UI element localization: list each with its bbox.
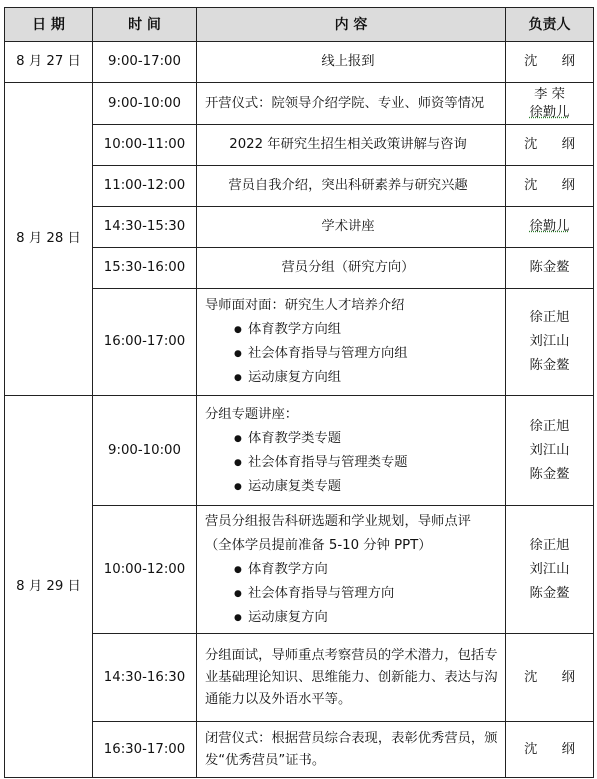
owner-cell: [506, 722, 594, 778]
time-cell: 15:30-16:00: [93, 248, 197, 289]
owner-name: 刘江山: [529, 442, 570, 458]
header-owner: 负责人: [506, 8, 594, 42]
owner-cell: [506, 42, 594, 83]
owner-cell: [506, 83, 594, 125]
list-item: ● 体育教学方向组: [205, 318, 499, 342]
owner-name: 沈 纲: [524, 741, 585, 757]
date-cell: 8 月 27 日: [5, 42, 93, 83]
time-cell: 9:00-10:00: [93, 396, 197, 506]
content-cell: 开营仪式：院领导介绍学院、专业、师资等情况: [197, 83, 506, 125]
time-cell: 14:30-16:30: [93, 634, 197, 722]
owner-name: 徐正旭: [529, 418, 570, 434]
table-row: [5, 125, 594, 166]
bullet-list: [205, 427, 499, 499]
owner-name: 陈金鳌: [529, 358, 570, 373]
owner-name: 刘江山: [529, 561, 570, 577]
header-date: 日 期: [5, 8, 93, 42]
date-cell: 8 月 28 日: [5, 83, 93, 396]
table-row: [5, 248, 594, 289]
table-row: [5, 634, 594, 722]
content-cell: 闭营仪式：根据营员综合表现，表彰优秀营员，颁发“优秀营员”证书。: [197, 722, 506, 778]
content-cell: 营员自我介绍，突出科研素养与研究兴趣: [197, 166, 506, 207]
time-cell: 16:00-17:00: [93, 289, 197, 396]
bullet-list: [205, 558, 499, 630]
content-cell: [197, 289, 506, 396]
content-note: （全体学员提前准备 5-10 分钟 PPT）: [205, 537, 432, 553]
owner-name: 沈 纲: [524, 54, 585, 69]
list-item: ● 社会体育指导与管理类专题: [205, 451, 499, 475]
time-cell: 9:00-17:00: [93, 42, 197, 83]
owner-cell: [506, 634, 594, 722]
content-cell: [197, 506, 506, 634]
owner-name: 徐勤儿: [529, 104, 570, 120]
time-cell: 9:00-10:00: [93, 83, 197, 125]
time-cell: 10:00-11:00: [93, 125, 197, 166]
content-cell: 2022 年研究生招生相关政策讲解与咨询: [197, 125, 506, 166]
table-row: [5, 722, 594, 778]
header-time: 时 间: [93, 8, 197, 42]
content-cell: [197, 396, 506, 506]
list-item: ● 社会体育指导与管理方向: [205, 582, 499, 606]
content-cell: 学术讲座: [197, 207, 506, 248]
owner-name: 陈金鳌: [529, 585, 570, 601]
time-cell: 14:30-15:30: [93, 207, 197, 248]
owner-cell: [506, 166, 594, 207]
owner-name: 沈 纲: [524, 178, 585, 193]
content-text: 营员分组报告科研选题和学业规划，导师点评: [205, 513, 471, 529]
schedule-table: [4, 7, 594, 778]
owner-name: 沈 纲: [524, 669, 585, 685]
table-row: [5, 42, 594, 83]
table-row: [5, 396, 594, 506]
header-content: 内 容: [197, 8, 506, 42]
table-row: [5, 166, 594, 207]
date-cell: 8 月 29 日: [5, 396, 93, 778]
content-cell: 营员分组（研究方向）: [197, 248, 506, 289]
owner-cell: 陈金鳌: [506, 248, 594, 289]
owner-name: 陈金鳌: [529, 466, 570, 482]
owner-cell: [506, 506, 594, 634]
table-row: [5, 506, 594, 634]
list-item: ● 体育教学类专题: [205, 427, 499, 451]
owner-cell: [506, 125, 594, 166]
content-cell: 线上报到: [197, 42, 506, 83]
table-row: [5, 289, 594, 396]
owner-cell: [506, 207, 594, 248]
time-cell: 16:30-17:00: [93, 722, 197, 778]
content-text: 导师面对面：研究生人才培养介绍: [205, 298, 405, 313]
table-row: [5, 83, 594, 125]
list-item: ● 运动康复类专题: [205, 475, 499, 499]
list-item: ● 社会体育指导与管理方向组: [205, 342, 499, 366]
header-row: [5, 8, 594, 42]
owner-cell: [506, 396, 594, 506]
owner-cell: [506, 289, 594, 396]
list-item: ● 运动康复方向组: [205, 366, 499, 390]
time-cell: 10:00-12:00: [93, 506, 197, 634]
owner-name: 徐正旭: [529, 537, 570, 553]
owner-name: 李 荣: [534, 86, 565, 102]
content-text: 分组专题讲座：: [205, 406, 299, 422]
time-cell: 11:00-12:00: [93, 166, 197, 207]
list-item: ● 体育教学方向: [205, 558, 499, 582]
bullet-list: [205, 318, 499, 390]
owner-name: 刘江山: [529, 334, 570, 349]
owner-name: 沈 纲: [524, 137, 585, 152]
content-cell: 分组面试，导师重点考察营员的学术潜力，包括专业基础理论知识、思维能力、创新能力、表达与沟通能力以及外语水平等。: [197, 634, 506, 722]
owner-name: 徐正旭: [529, 310, 570, 325]
list-item: ● 运动康复方向: [205, 606, 499, 630]
table-row: [5, 207, 594, 248]
owner-name: 徐勤儿: [529, 219, 570, 234]
